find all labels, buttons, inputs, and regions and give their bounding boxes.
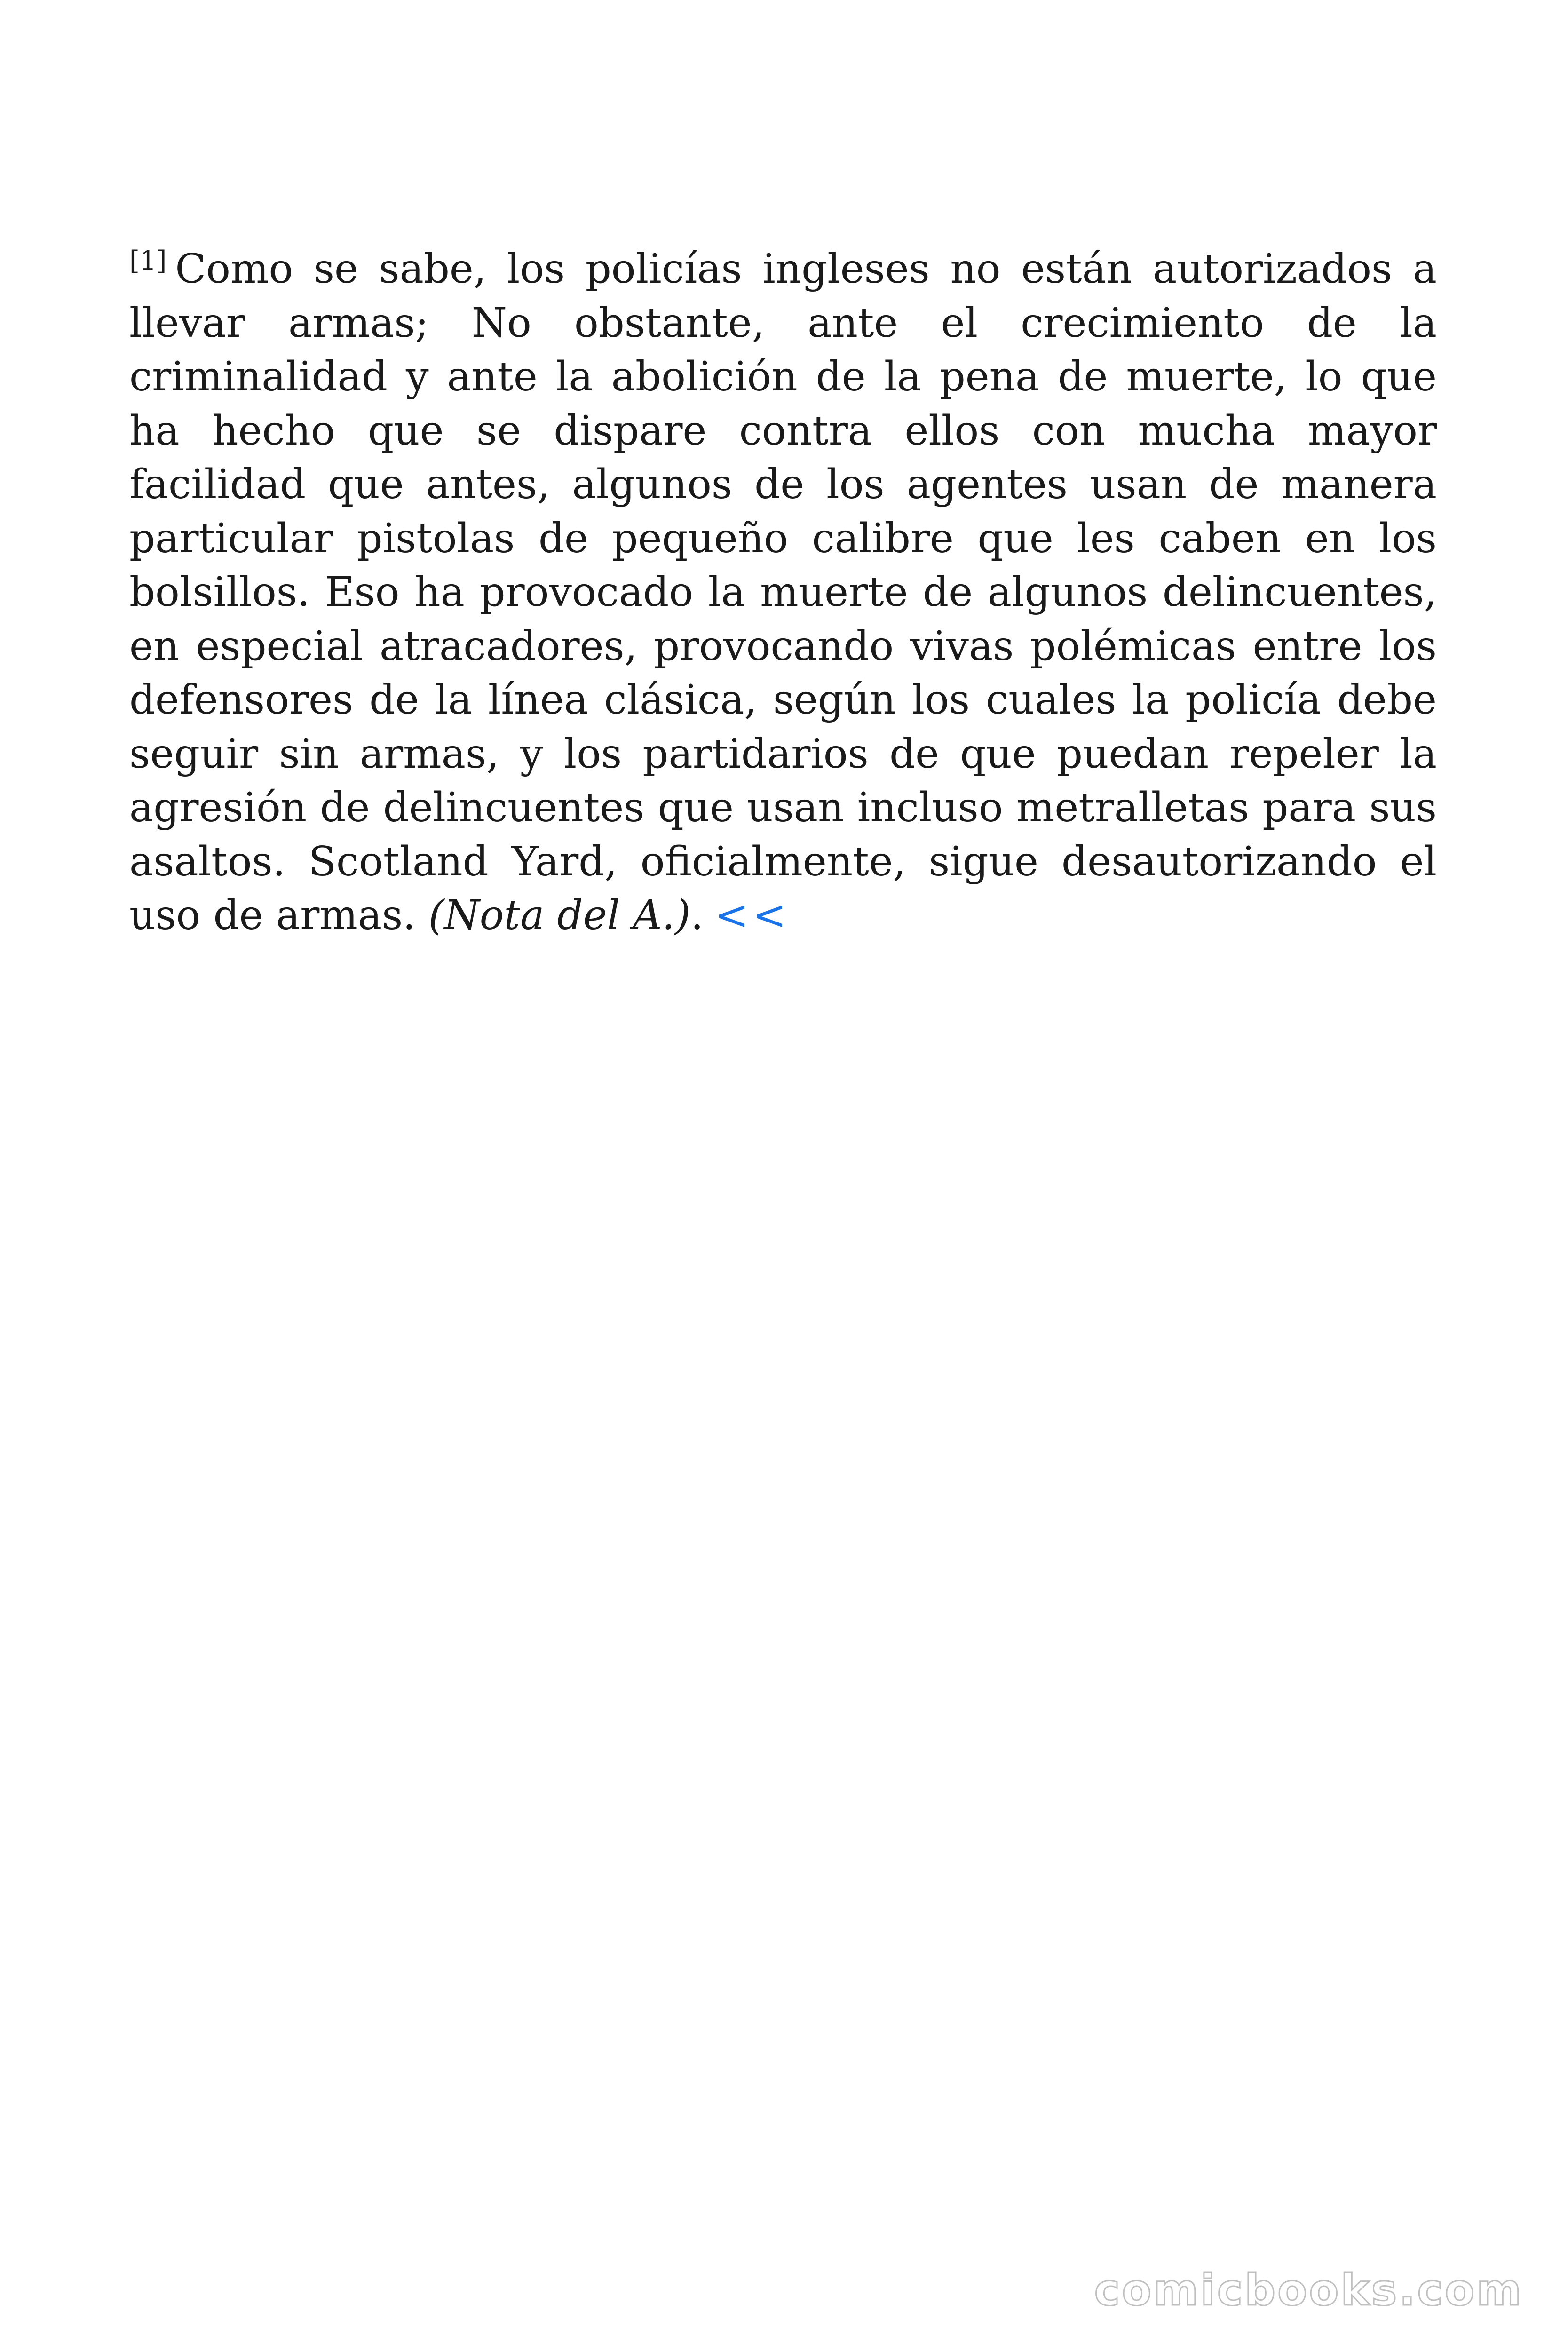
footnote-author-note: (Nota del A.) bbox=[428, 892, 691, 939]
footnote-back-link[interactable]: << bbox=[714, 892, 790, 939]
footnote-marker: [1] bbox=[129, 246, 167, 276]
footnote-body: Como se sabe, los policías ingleses no están autorizados a llevar armas; No obstante, ante el crecimiento de la criminalidad y ante la abolición de la pena de muerte, lo que ha hecho que se dispare contra ellos con mucha mayor facilidad que antes, algunos de los agentes usan de manera particular pistolas de pequeño calibre que les caben en los bolsillos. Eso ha provocado la muerte de algunos delincuentes, en especial atracadores, provocando vivas polémicas entre los defensores de la línea clásica, según los cuales la policía debe seguir sin armas, y los partidarios de que puedan repeler la agresión de delincuentes que usan incluso metralletas para sus asaltos. Scotland Yard, oficialmente, sigue desautorizando el uso de armas. bbox=[129, 246, 1437, 939]
footnote-paragraph bbox=[129, 242, 1437, 943]
footnote-note-period: . bbox=[690, 892, 704, 939]
watermark-logo: comicbooks.com bbox=[1094, 2265, 1523, 2315]
